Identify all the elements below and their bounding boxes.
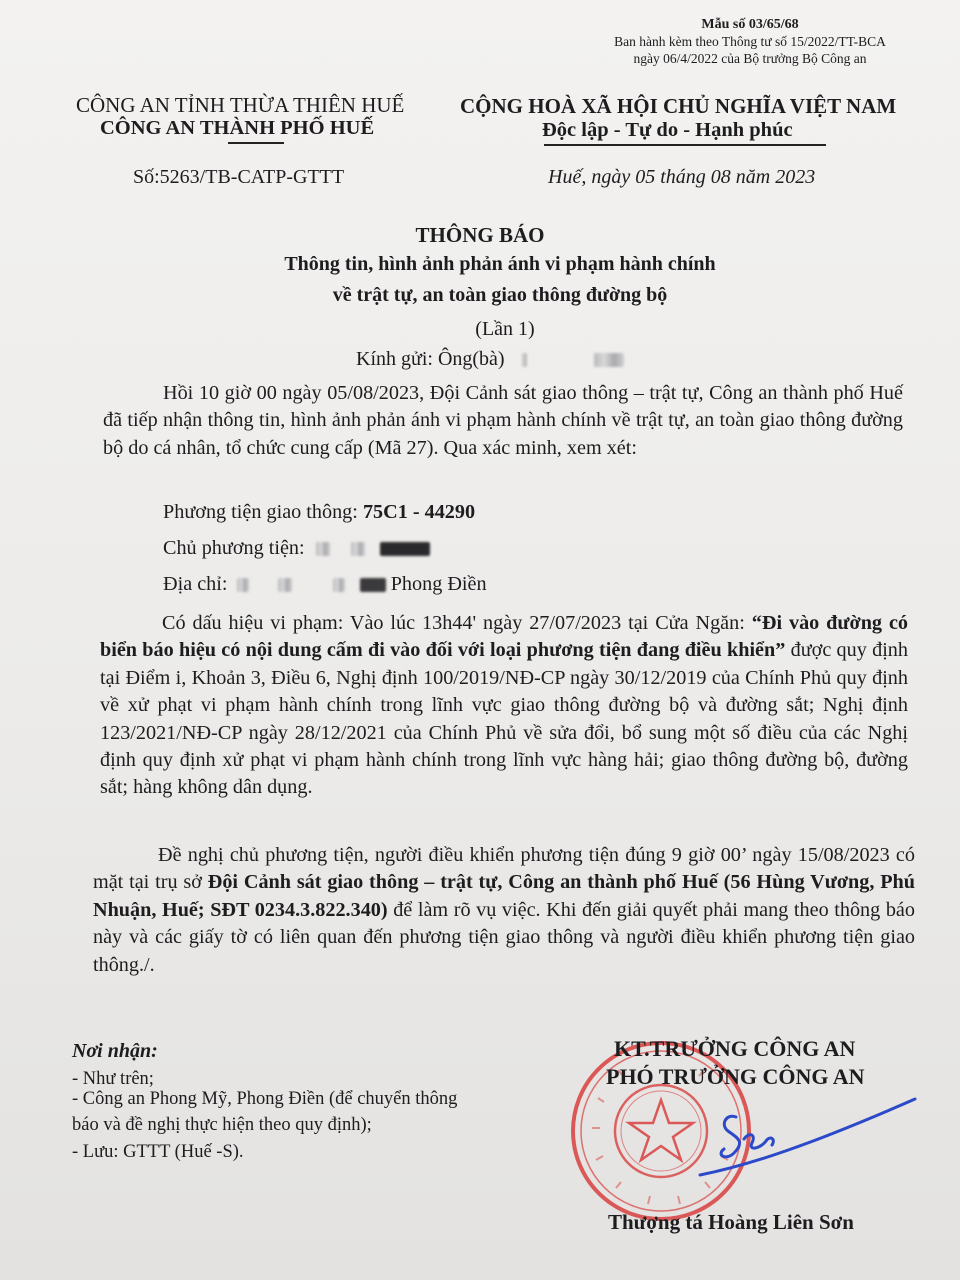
signer-name: Thượng tá Hoàng Liên Sơn — [608, 1210, 854, 1234]
document-subtitle-line1: Thông tin, hình ảnh phản ánh vi phạm hành chính — [284, 253, 716, 275]
violation-description: “Đi vào đường có biển báo hiệu có nội dung cấm đi vào đối với loại phương tiện đang điều khiển” — [100, 612, 908, 662]
agency-underline — [228, 142, 284, 144]
owner-label: Chủ phương tiện: — [163, 537, 310, 559]
vehicle-label: Phương tiện giao thông: — [163, 501, 363, 523]
address-label: Địa chỉ: — [163, 573, 233, 595]
redacted-owner — [310, 537, 430, 559]
document-title: THÔNG BÁO — [415, 223, 545, 247]
document-number: Số:5263/TB-CATP-GTTT — [133, 166, 345, 188]
form-number-block — [600, 16, 900, 67]
address-field — [163, 573, 487, 596]
request-outro: để làm rõ vụ việc. Khi đến giải quyết phải mang theo thông báo này và các giấy tờ có liên quan đến phương tiện giao thông và người điều khiển phương tiện giao thông./. — [93, 898, 915, 976]
request-paragraph — [93, 842, 915, 979]
recipient-item: - Như trên; — [72, 1069, 154, 1089]
signature-title-line1: KT.TRƯỞNG CÔNG AN — [614, 1036, 856, 1061]
notice-times: (Lần 1) — [475, 318, 535, 340]
violation-paragraph — [100, 610, 908, 802]
document-subtitle-line2: về trật tự, an toàn giao thông đường bộ — [332, 284, 668, 306]
request-place: Đội Cảnh sát giao thông – trật tự, Công an thành phố Huế (56 Hùng Vương, Phú Nhuận, Huế; SĐT 0234.3.822.340) — [93, 871, 915, 921]
recipient-item: - Công an Phong Mỹ, Phong Điền (để chuyển thông — [72, 1089, 458, 1109]
owner-field — [163, 537, 430, 560]
form-issued-with: Ban hành kèm theo Thông tư số 15/2022/TT-BCA — [614, 34, 886, 49]
handwritten-signature-icon — [690, 1095, 920, 1185]
redacted-name — [522, 348, 624, 371]
request-intro: Đề nghị chủ phương tiện, người điều khiển phương tiện đúng 9 giờ 00’ ngày 15/08/2023 có mặt tại trụ sở — [93, 844, 915, 894]
recipient-label: Kính gửi: Ông(bà) — [356, 348, 505, 370]
signature-title-line2: PHÓ TRƯỞNG CÔNG AN — [606, 1064, 865, 1089]
form-code: Mẫu số 03/65/68 — [701, 17, 799, 32]
motto-underline — [544, 144, 826, 146]
national-motto: Độc lập - Tự do - Hạnh phúc — [542, 119, 793, 141]
recipient-item: báo và đề nghị thực hiện theo quy định); — [72, 1115, 372, 1135]
violation-legal-basis: được quy định tại Điểm i, Khoản 3, Điều 6, Nghị định 100/2019/NĐ-CP ngày 30/12/2019 của Chính Phủ quy định về xử phạt vi phạm hành chính trong lĩnh vực giao thông đường bộ và đường sắt; Nghị định 123/2021/NĐ-CP ngày 28/12/2021 của Chính Phủ về sửa đổi, bổ sung một số điều của các Nghị định quy định xử phạt vi phạm hành chính trong lĩnh vực hàng hải; giao thông đường bộ, đường sắt; hàng không dân dụng. — [100, 639, 908, 799]
parent-agency: CÔNG AN TỈNH THỪA THIÊN HUẾ — [76, 93, 405, 117]
recipient-line — [356, 348, 624, 371]
place-date: Huế, ngày 05 tháng 08 năm 2023 — [548, 166, 816, 188]
recipients-title: Nơi nhận: — [72, 1040, 158, 1062]
agency-name: CÔNG AN THÀNH PHỐ HUẾ — [100, 117, 375, 139]
address-visible: Phong Điền — [390, 573, 487, 595]
intro-paragraph: Hồi 10 giờ 00 ngày 05/08/2023, Đội Cảnh sát giao thông – trật tự, Công an thành phố Huế đã tiếp nhận thông tin, hình ảnh phản ánh vi phạm hành chính về trật tự, an toàn giao thông đường bộ do cá nhân, tổ chức cung cấp (Mã 27). Qua xác minh, xem xét: — [103, 382, 903, 459]
violation-intro: Có dấu hiệu vi phạm: Vào lúc 13h44' ngày 27/07/2023 tại Cửa Ngăn: — [162, 612, 752, 634]
vehicle-field — [163, 501, 475, 524]
license-plate: 75C1 - 44290 — [362, 501, 476, 523]
recipient-item: - Lưu: GTTT (Huế -S). — [72, 1142, 244, 1162]
country-name: CỘNG HOÀ XÃ HỘI CHỦ NGHĨA VIỆT NAM — [460, 94, 897, 118]
form-issued-date: ngày 06/4/2022 của Bộ trưởng Bộ Công an — [633, 51, 867, 66]
redacted-address — [233, 573, 391, 595]
